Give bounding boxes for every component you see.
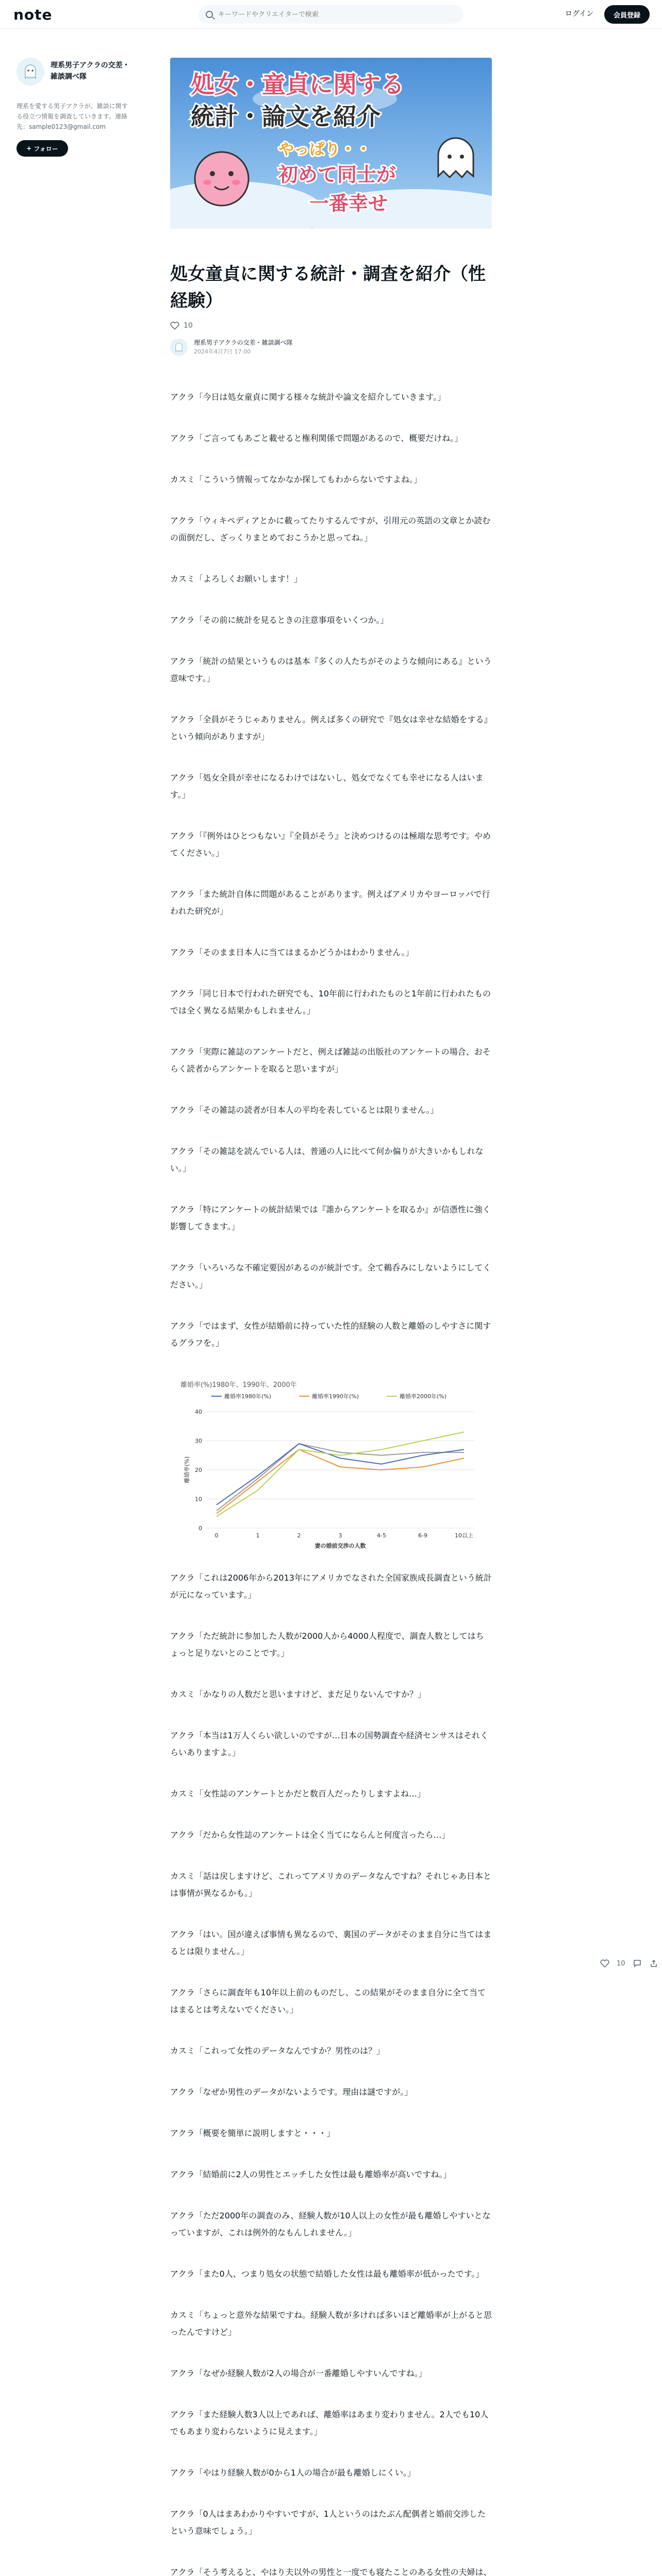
- hero-line2: 統計・論文を紹介: [191, 103, 380, 130]
- article-title: 処女童貞に関する統計・調査を紹介（性経験）: [170, 264, 486, 311]
- series-line-extra: [217, 1444, 464, 1511]
- x-tick-label: 1: [256, 1532, 260, 1539]
- publish-date: 2024年4月7日 17:00: [194, 348, 251, 355]
- float-like-count: 10: [617, 1959, 625, 1968]
- article-paragraph: カスミ「話は戻しますけど、これってアメリカのデータなんですね？それじゃあ日本とは事情が異なるかも。」: [170, 1871, 491, 1898]
- x-tick-label: 6-9: [418, 1532, 427, 1539]
- creator-avatar[interactable]: [16, 58, 44, 86]
- x-tick-label: 2: [297, 1532, 301, 1539]
- hero-line1: 処女・童貞に関する: [191, 71, 404, 98]
- author-avatar[interactable]: [170, 338, 188, 356]
- article-paragraph: アクラ「処女全員が幸せになるわけではないし、処女でなくても幸せになる人はいます。」: [170, 773, 484, 800]
- article-paragraph: アクラ「はい。国が違えば事情も異なるので、裏国のデータがそのまま自分に当てはまるとは限りません。」: [170, 1929, 492, 1956]
- article-main: [170, 58, 492, 2576]
- x-tick-label: 0: [214, 1532, 219, 1539]
- search-icon: [206, 11, 213, 18]
- signup-button[interactable]: 会員登録: [604, 5, 650, 24]
- legend-entry: 離婚率1980年(%): [224, 1393, 272, 1400]
- article-paragraph: アクラ「ウィキペディアとかに載ってたりするんですが、引用元の英語の文章とか読むの面倒だし、ざっくりまとめておこうかと思ってね。」: [170, 516, 491, 543]
- author-row: [170, 338, 492, 357]
- article-body: [170, 388, 492, 2576]
- article-paragraph: アクラ「これは2006年から2013年にアメリカでなされた全国家族成長調査という統計が元になっています。」: [170, 1573, 492, 1600]
- article-paragraph: カスミ「かなりの人数だと思いますけど、まだ足りないんですか？」: [170, 1689, 426, 1699]
- article-paragraph: アクラ「その雑誌を読んでいる人は、普通の人に比べて何か偏りが大きいかもしれない。」: [170, 1146, 484, 1173]
- article-paragraph: アクラ「同じ日本で行われた研究でも、10年前に行われたものと1年前に行われたものでは全く異なる結果かもしれません。」: [170, 989, 491, 1015]
- login-link[interactable]: ログイン: [565, 10, 594, 18]
- article-paragraph: アクラ「ではまず、女性が結婚前に持っていた性的経験の人数と離婚のしやすさに関するグラフを。」: [170, 1321, 491, 1348]
- like-count: 10: [184, 321, 193, 330]
- article-paragraph: アクラ「統計の結果というものは基本『多くの人たちがそのような傾向にある』という意味です。」: [170, 656, 492, 683]
- article-paragraph: アクラ「特にアンケートの統計結果では『誰からアンケートを取るか』が信憑性に強く影響してきます。」: [170, 1205, 491, 1231]
- article-paragraph: アクラ「実際に雑誌のアンケートだと、例えば雑誌の出版社のアンケートの場合、おそらく読者からアンケートを取ると思いますが」: [170, 1047, 491, 1074]
- creator-sidebar: [16, 58, 130, 157]
- x-tick-label: 3: [338, 1532, 342, 1539]
- like-row: [170, 321, 492, 330]
- legend-entry: 離婚率1990年(%): [312, 1393, 359, 1400]
- pink-character-icon: [195, 152, 249, 206]
- hero-image: [170, 58, 492, 229]
- article-paragraph: カスミ「ちょっと意外な結果ですね。経験人数が多ければ多いほど離婚率が上がると思ったんですけど」: [170, 2310, 492, 2337]
- legend-entry: 離婚率2000年(%): [400, 1393, 447, 1400]
- article-paragraph: アクラ「また0人、つまり処女の状態で結婚した女性は最も離婚率が低かったです。」: [170, 2269, 484, 2279]
- plus-icon: +: [26, 145, 32, 152]
- hero-line3: やっぱり・・: [278, 141, 371, 159]
- article-paragraph: アクラ「また経験人数3人以上であれば、離婚率はあまり変わりません。2人でも10人でもあまり変わらないように見えます。」: [170, 2410, 489, 2436]
- share-icon[interactable]: [649, 1959, 658, 1968]
- heart-icon[interactable]: [600, 1959, 609, 1968]
- article-paragraph: アクラ「全員がそうじゃありません。例えば多くの研究で『処女は幸せな結婚をする』という傾向がありますが」: [170, 715, 488, 741]
- y-tick-label: 0: [198, 1525, 202, 1532]
- article-paragraph: アクラ「だから女性誌のアンケートは全く当てにならんと何度言ったら…」: [170, 1830, 450, 1840]
- article-paragraph: アクラ「『例外はひとつもない』『全員がそう』と決めつけるのは極端な思考です。やめてください。」: [170, 831, 491, 858]
- article-paragraph: アクラ「ただ統計に参加した人数が2000人から4000人程度で、調査人数としてはちょっと足りないとのことです。」: [170, 1631, 484, 1658]
- divorce-rate-chart: [170, 1376, 492, 1549]
- article-paragraph: アクラ「ただ2000年の調査のみ、経験人数が10人以上の女性が最も離婚しやすいとなっていますが、これは例外的なもんしれません。」: [170, 2211, 491, 2238]
- article-paragraph: カスミ「よろしくお願いします！」: [170, 574, 303, 584]
- x-axis-label: 妻の婚前交渉の人数: [315, 1543, 366, 1549]
- y-tick-label: 10: [195, 1496, 202, 1503]
- article-paragraph: アクラ「結婚前に2人の男性とエッチした女性は最も離婚率が高いですね。」: [170, 2170, 452, 2179]
- article-paragraph: アクラ「また統計自体に問題があることがあります。例えばアメリカやヨーロッパで行われた研究が」: [170, 889, 490, 916]
- search-bar[interactable]: [198, 5, 464, 24]
- ghost-icon: [16, 58, 44, 86]
- article-paragraph: アクラ「概要を簡単に説明しますと・・・」: [170, 2128, 335, 2138]
- y-tick-label: 30: [195, 1437, 202, 1445]
- chart-title: 離婚率(%)1980年、1990年、2000年: [180, 1381, 297, 1389]
- y-tick-label: 20: [195, 1467, 202, 1473]
- article-paragraph: アクラ「ご言ってもあごと載せると権利関係で問題があるので、概要だけね。」: [170, 433, 463, 443]
- article-paragraph: アクラ「本当は1万人くらい欲しいのですが…日本の国勢調査や経済センサスはそれくらいありますよ。」: [170, 1731, 489, 1757]
- article-paragraph: アクラ「なぜか経験人数が2人の場合が一番離婚しやすいんですね。」: [170, 2368, 427, 2378]
- x-tick-label: 4-5: [377, 1532, 386, 1539]
- series-line: [217, 1432, 464, 1517]
- article-paragraph: アクラ「そのまま日本人に当てはまるかどうかはわかりません。」: [170, 947, 414, 957]
- creator-bio: 理系を愛する男子アクラが、雑談に関する役立つ情報を調査していきます。連絡先：sample0123@gmail.com: [16, 103, 128, 130]
- hero-line5: 一番幸せ: [309, 192, 388, 215]
- y-axis-label: 離婚率(%): [184, 1456, 190, 1484]
- search-input[interactable]: [218, 11, 445, 19]
- article-paragraph: アクラ「0人はまあわかりやすいですが、1人というのはたぶん配偶者と婚前交渉したという意味でしょう。」: [170, 2509, 486, 2536]
- top-header: [0, 0, 662, 29]
- article-paragraph: カスミ「これって女性のデータなんですか？男性のは？」: [170, 2046, 385, 2056]
- article-paragraph: アクラ「さらに調査年も10年以上前のものだし、この結果がそのまま自分に全て当てはまるとは考えないでください。」: [170, 1988, 486, 2014]
- article-paragraph: アクラ「その前に統計を見るときの注意事項をいくつか。」: [170, 615, 389, 625]
- ghost-character-icon: [438, 138, 473, 177]
- note-logo[interactable]: note: [13, 6, 53, 23]
- article-paragraph: カスミ「女性誌のアンケートとかだと数百人だったりしますよね…」: [170, 1789, 426, 1799]
- article-paragraph: アクラ「そう考えると、やはり夫以外の男性と一度でも寝たことのある女性の夫婦は、: [170, 2567, 492, 2576]
- y-tick-label: 40: [195, 1409, 202, 1415]
- ghost-icon: [170, 338, 188, 356]
- floating-actions: [600, 1959, 658, 1968]
- follow-label: フォロー: [34, 145, 58, 152]
- author-name[interactable]: 理系男子アクラの交差・雑談調べ隊: [194, 339, 293, 346]
- comment-icon[interactable]: [633, 1959, 642, 1968]
- follow-button[interactable]: [16, 140, 68, 157]
- hero-line4: 初めて同士が: [278, 163, 396, 186]
- heart-icon[interactable]: [170, 321, 179, 330]
- creator-name[interactable]: 理系男子アクラの交差・雑談調べ隊: [51, 61, 130, 81]
- article-paragraph: アクラ「なぜか男性のデータがないようです。理由は謎ですが。」: [170, 2087, 413, 2097]
- article-paragraph: カスミ「こういう情報ってなかなか探してもわからないですよね。」: [170, 474, 422, 484]
- article-paragraph: アクラ「やはり経験人数が0から1人の場合が最も離婚しにくい。」: [170, 2468, 416, 2478]
- article-paragraph: アクラ「その雑誌の読者が日本人の平均を表しているとは限りません。」: [170, 1105, 439, 1115]
- article-paragraph: アクラ「いろいろな不確定要因があるのが統計です。全て鵜呑みにしないようにしてください。」: [170, 1263, 491, 1290]
- article-paragraph: アクラ「今日は処女童貞に関する様々な統計や論文を紹介していきます。」: [170, 392, 446, 402]
- x-tick-label: 10以上: [455, 1532, 473, 1539]
